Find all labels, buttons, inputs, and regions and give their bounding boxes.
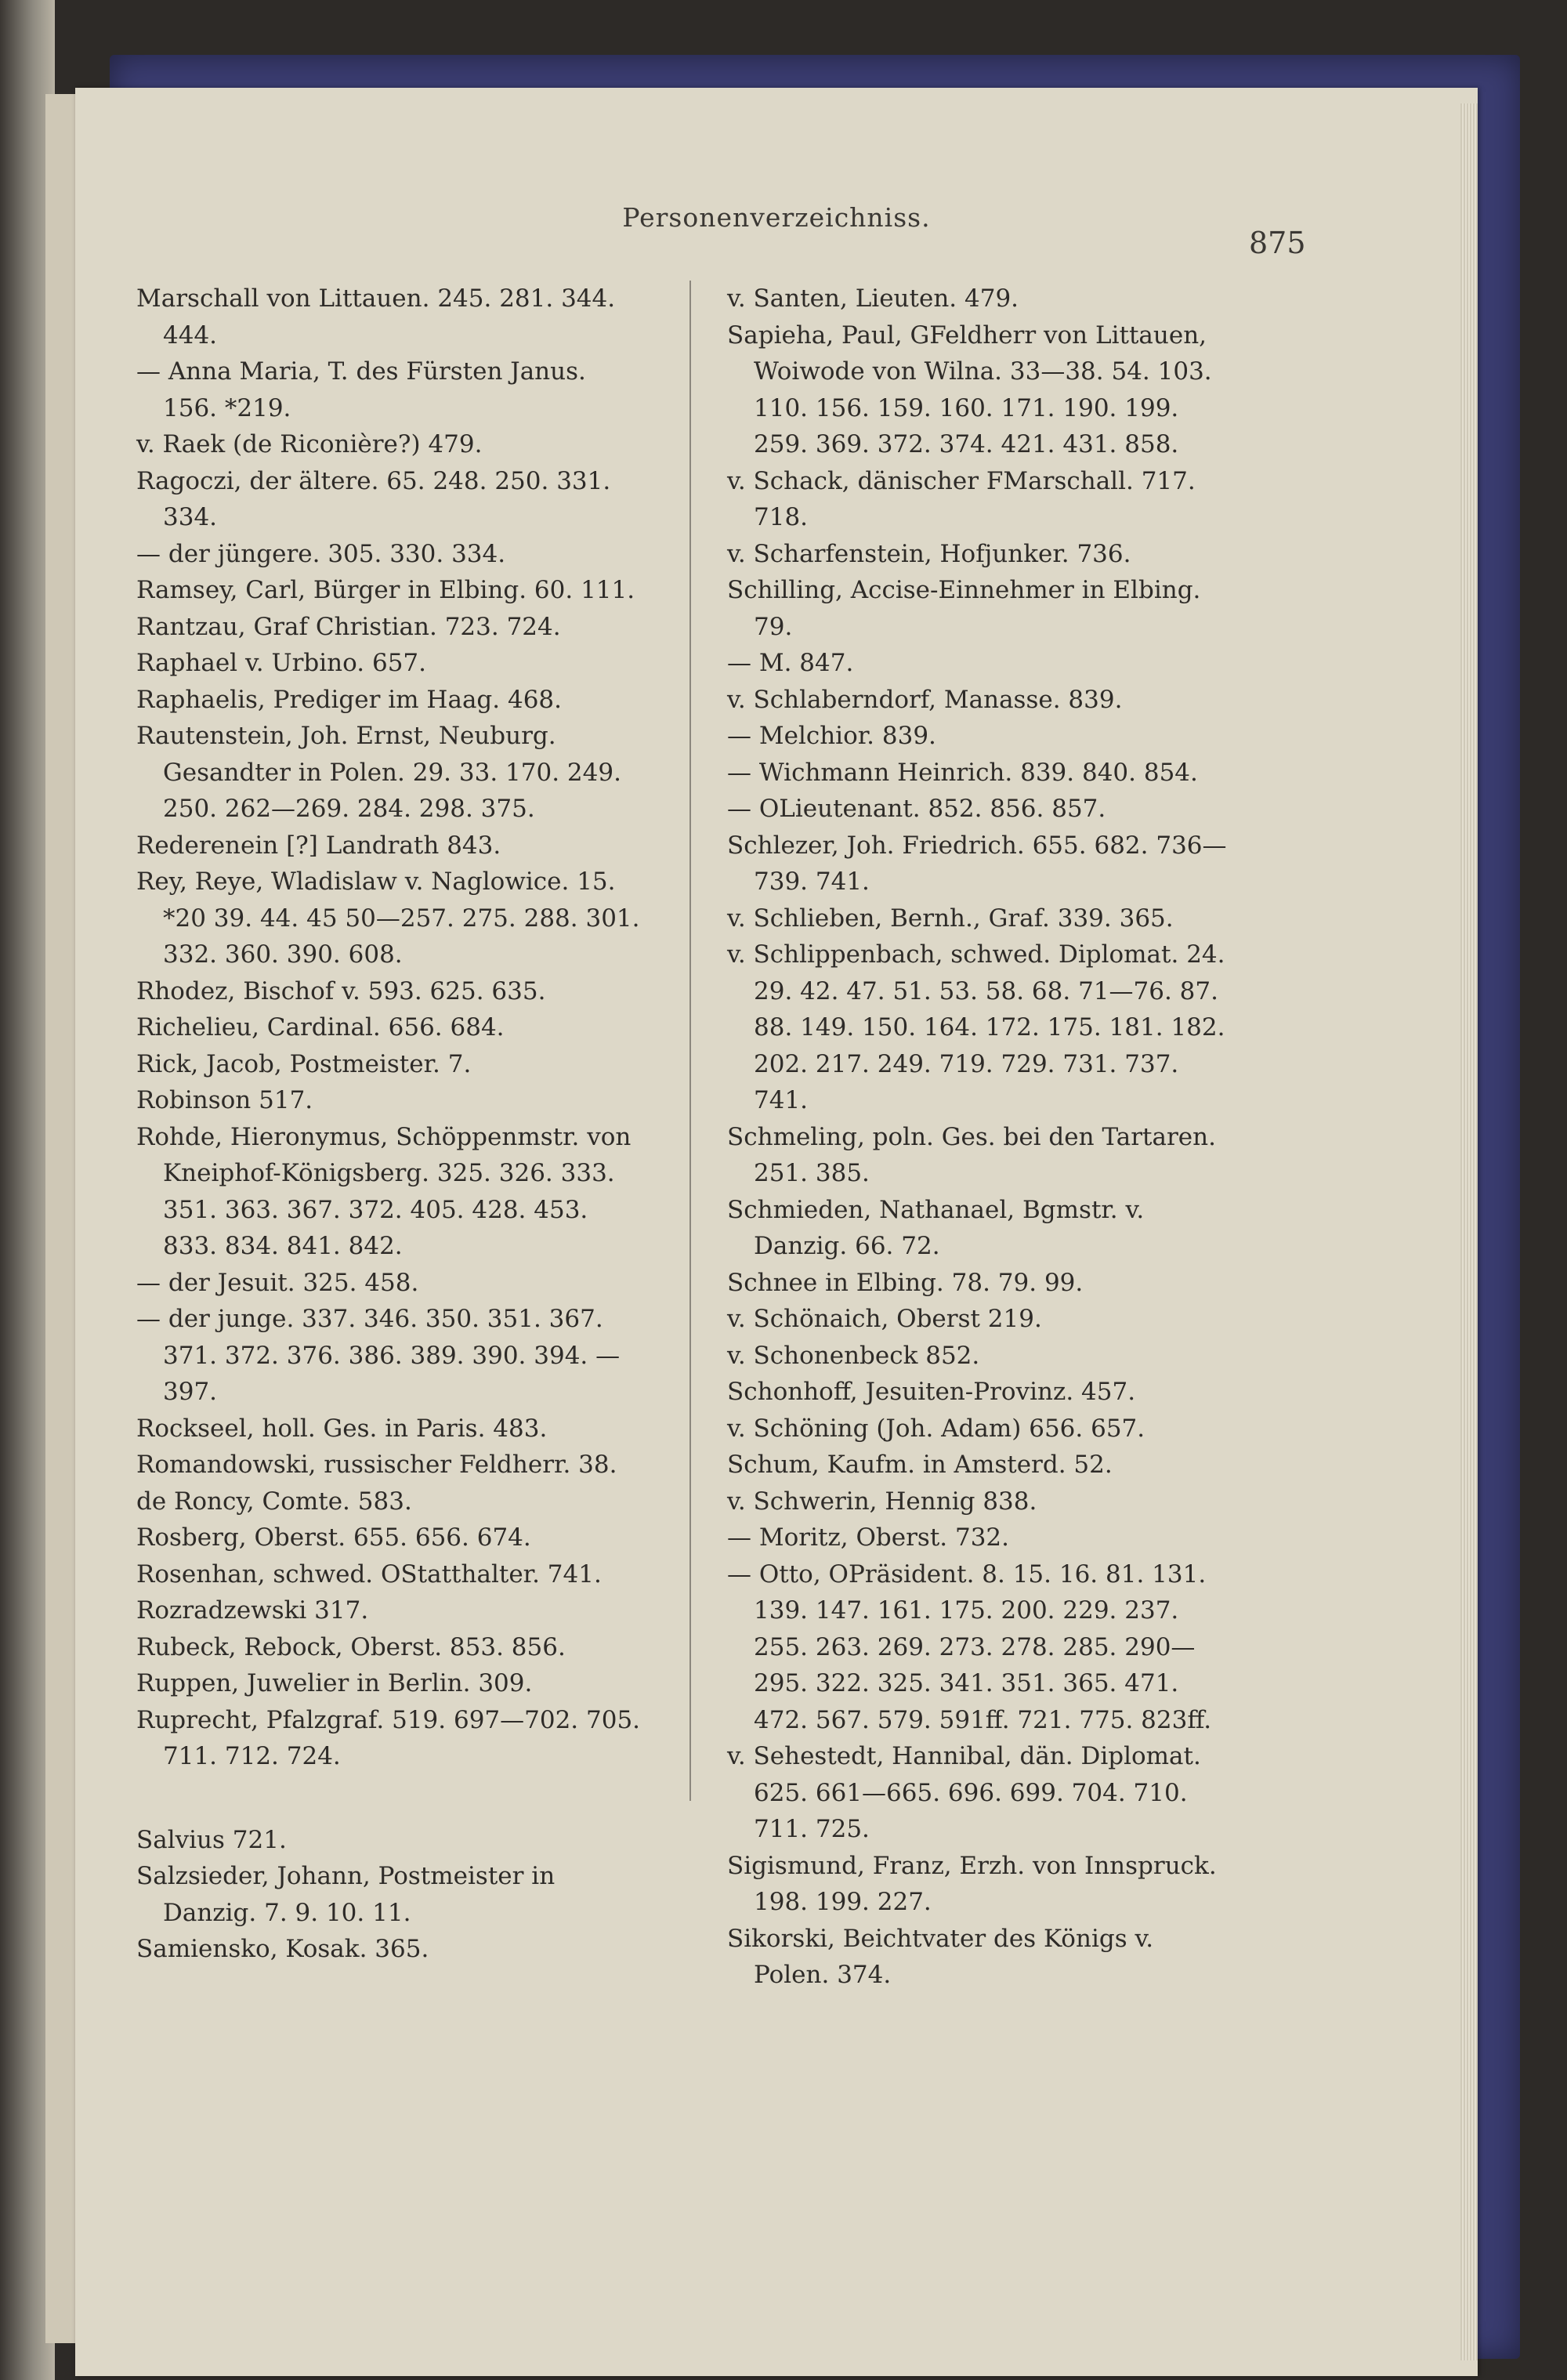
index-entry: — Moritz, Oberst. 732. bbox=[727, 1523, 1010, 1552]
index-entry: Marschall von Littauen. 245. 281. 344. 444. bbox=[136, 284, 616, 350]
index-entry: Rockseel, holl. Ges. in Paris. 483. bbox=[136, 1414, 548, 1443]
index-entry: v. Schönaich, Oberst 219. bbox=[727, 1305, 1042, 1333]
index-entry: Rhodez, Bischof v. 593. 625. 635. bbox=[136, 976, 546, 1005]
index-entry: Rosenhan, schwed. OStatthalter. 741. bbox=[136, 1559, 602, 1588]
index-entry: Rozradzewski 317. bbox=[136, 1596, 369, 1625]
index-entry: Schum, Kaufm. in Amsterd. 52. bbox=[727, 1451, 1113, 1479]
index-entry: Richelieu, Cardinal. 656. 684. bbox=[136, 1013, 505, 1041]
index-entry: — der jüngere. 305. 330. 334. bbox=[136, 539, 506, 568]
running-header: Personenverzeichniss. bbox=[622, 202, 931, 233]
index-entry: — Otto, OPräsident. 8. 15. 16. 81. 131. 139. 147. 161. 175. 200. 229. 237. 255. 263. 269. 273. 278. 285. 290—295. 322. 325. 341. 351. 365. 471. 472. 567. 579. 591ff. 721. 775. 823ff. bbox=[727, 1559, 1212, 1734]
index-entry: Schmeling, poln. Ges. bei den Tartaren. 251. 385. bbox=[727, 1122, 1216, 1187]
index-entry: v. Schonenbeck 852. bbox=[727, 1341, 980, 1370]
left-column bbox=[136, 281, 646, 1968]
index-entry: Sikorski, Beichtvater des Königs v. Polen. 374. bbox=[727, 1924, 1154, 1989]
index-entry: Rick, Jacob, Postmeister. 7. bbox=[136, 1049, 472, 1078]
index-entry: Rey, Reye, Wladislaw v. Naglowice. 15. *20 39. 44. 45 50—257. 275. 288. 301. 332. 360. 390. 608. bbox=[136, 868, 640, 969]
index-entry: v. Santen, Lieuten. 479. bbox=[727, 284, 1019, 313]
index-entry: Schonhoff, Jesuiten-Provinz. 457. bbox=[727, 1378, 1136, 1406]
index-entry: v. Schlippenbach, schwed. Diplomat. 24. 29. 42. 47. 51. 53. 58. 68. 71—76. 87. 88. 149. 150. 164. 172. 175. 181. 182. 202. 217. 249. 719. 729. 731. 737. 741. bbox=[727, 940, 1225, 1114]
index-entry: Schlezer, Joh. Friedrich. 655. 682. 736—739. 741. bbox=[727, 831, 1227, 896]
index-entry: v. Schack, dänischer FMarschall. 717. 718. bbox=[727, 466, 1196, 531]
index-entry: Salzsieder, Johann, Postmeister in Danzig. 7. 9. 10. 11. bbox=[136, 1862, 556, 1927]
index-entry: Rubeck, Rebock, Oberst. 853. 856. bbox=[136, 1632, 566, 1661]
index-entry: Ruppen, Juwelier in Berlin. 309. bbox=[136, 1669, 533, 1697]
index-entry: Schnee in Elbing. 78. 79. 99. bbox=[727, 1268, 1084, 1297]
index-entry: Ragoczi, der ältere. 65. 248. 250. 331. 334. bbox=[136, 466, 611, 531]
index-entry: — Melchior. 839. bbox=[727, 722, 936, 750]
index-entry: Ramsey, Carl, Bürger in Elbing. 60. 111. bbox=[136, 576, 635, 604]
index-entry: Schilling, Accise-Einnehmer in Elbing. 79. bbox=[727, 576, 1201, 641]
index-entry: v. Schöning (Joh. Adam) 656. 657. bbox=[727, 1414, 1145, 1443]
index-entry: Rohde, Hieronymus, Schöppenmstr. von Kneiphof-Königsberg. 325. 326. 333. 351. 363. 367. 372. 405. 428. 453. 833. 834. 841. 842. bbox=[136, 1122, 632, 1260]
page-number: 875 bbox=[1249, 226, 1306, 260]
index-entry: — M. 847. bbox=[727, 649, 854, 677]
left-page-edge bbox=[45, 94, 77, 2343]
page-edge bbox=[1460, 103, 1478, 2360]
index-entry: — Anna Maria, T. des Fürsten Janus. 156. *219. bbox=[136, 357, 586, 422]
index-entry: — Wichmann Heinrich. 839. 840. 854. bbox=[727, 758, 1198, 787]
index-entry: Romandowski, russischer Feldherr. 38. bbox=[136, 1451, 617, 1479]
index-entry: v. Schlieben, Bernh., Graf. 339. 365. bbox=[727, 904, 1174, 933]
index-entry: — OLieutenant. 852. 856. 857. bbox=[727, 795, 1106, 823]
index-entry: v. Schlaberndorf, Manasse. 839. bbox=[727, 685, 1123, 714]
index-entry: Rautenstein, Joh. Ernst, Neuburg. Gesandter in Polen. 29. 33. 170. 249. 250. 262—269. 284. 298. 375. bbox=[136, 722, 621, 823]
index-entry: Robinson 517. bbox=[136, 1086, 313, 1114]
index-entry: v. Scharfenstein, Hofjunker. 736. bbox=[727, 539, 1131, 568]
section-gap bbox=[136, 1775, 646, 1822]
index-entry: Samiensko, Kosak. 365. bbox=[136, 1935, 429, 1963]
column-divider bbox=[689, 281, 691, 1801]
index-entry: Rantzau, Graf Christian. 723. 724. bbox=[136, 612, 561, 641]
index-entry: Rosberg, Oberst. 655. 656. 674. bbox=[136, 1523, 531, 1552]
book-page bbox=[75, 88, 1478, 2376]
index-entry: Raphaelis, Prediger im Haag. 468. bbox=[136, 685, 562, 714]
index-entry: — der junge. 337. 346. 350. 351. 367. 371. 372. 376. 386. 389. 390. 394. —397. bbox=[136, 1305, 621, 1406]
index-entry: Sigismund, Franz, Erzh. von Innspruck. 198. 199. 227. bbox=[727, 1851, 1217, 1916]
index-entry: Salvius 721. bbox=[136, 1825, 287, 1854]
right-column bbox=[727, 281, 1236, 1994]
index-entry: v. Raek (de Riconière?) 479. bbox=[136, 430, 483, 458]
index-entry: Sapieha, Paul, GFeldherr von Littauen, Woiwode von Wilna. 33—38. 54. 103. 110. 156. 159. 160. 171. 190. 199. 259. 369. 372. 374. 421. 431. 858. bbox=[727, 321, 1212, 458]
index-entry: v. Schwerin, Hennig 838. bbox=[727, 1487, 1037, 1516]
index-entry: Schmieden, Nathanael, Bgmstr. v. Danzig. 66. 72. bbox=[727, 1195, 1145, 1260]
index-entry: de Roncy, Comte. 583. bbox=[136, 1487, 412, 1516]
index-entry: Raphael v. Urbino. 657. bbox=[136, 649, 427, 677]
index-entry: Ruprecht, Pfalzgraf. 519. 697—702. 705. 711. 712. 724. bbox=[136, 1705, 641, 1770]
index-entry: Rederenein [?] Landrath 843. bbox=[136, 831, 501, 860]
index-entry: — der Jesuit. 325. 458. bbox=[136, 1268, 419, 1297]
index-entry: v. Sehestedt, Hannibal, dän. Diplomat. 625. 661—665. 696. 699. 704. 710. 711. 725. bbox=[727, 1742, 1201, 1843]
